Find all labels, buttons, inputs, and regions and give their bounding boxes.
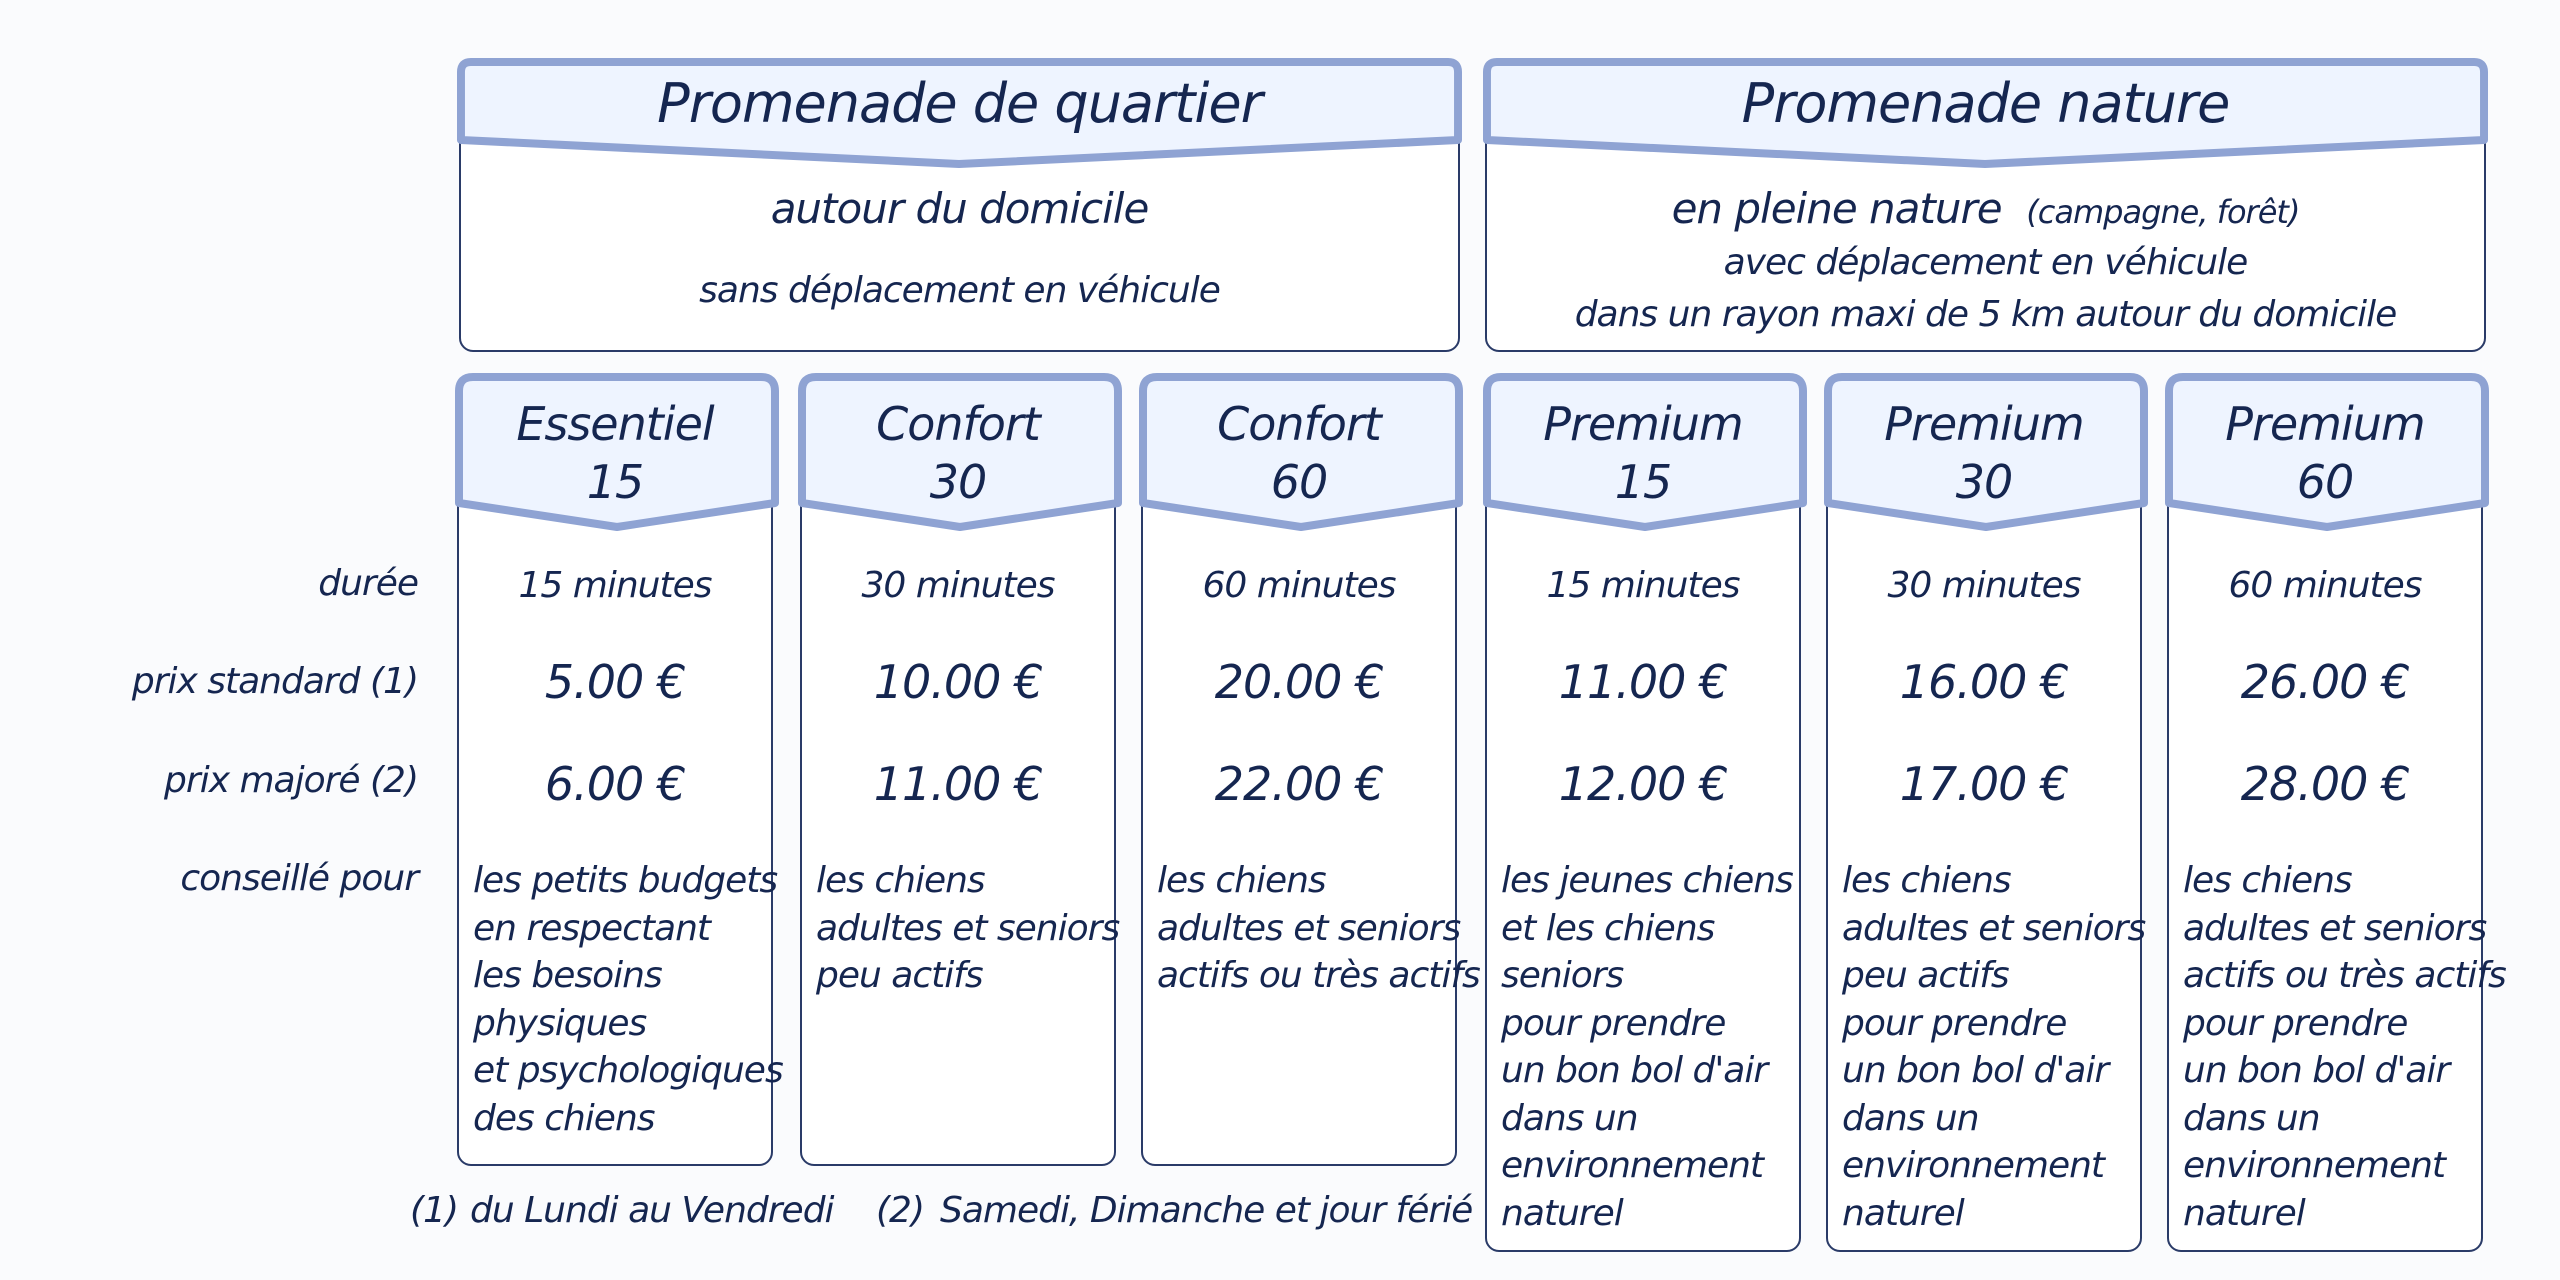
group-title: Promenade de quartier [657,72,1262,135]
plan-card-confort-30 [800,375,1120,1166]
plan-price-standard: 11.00 € [1558,655,1728,709]
group-location-note: (campagne, forêt) [2026,193,2300,231]
plan-name: Premium 15 [1543,397,1743,509]
group-transport: sans déplacement en véhicule [699,270,1220,311]
plan-card-premium-60 [2167,375,2506,1252]
row-label-duration: durée [318,563,418,604]
footnote-1-text: du Lundi au Vendredi [470,1190,834,1231]
plan-recommendation: les chiens adultes et seniors actifs ou très actifs pour prendre un bon bol d'air dans un environnement naturel [2183,860,2506,1234]
plan-name: Essentiel 15 [516,397,714,509]
plan-recommendation: les petits budgets en respectant les besoins physiques et psychologiques des chiens [473,860,783,1139]
plan-duration: 15 minutes [1546,565,1740,606]
group-title: Promenade nature [1741,72,2230,135]
plan-price-major: 28.00 € [2240,757,2410,811]
group-transport: avec déplacement en véhicule [1723,242,2248,283]
plan-duration: 60 minutes [2228,565,2422,606]
group-panel-nature [1485,60,2486,352]
row-label-recommended: conseillé pour [180,858,418,899]
plan-name: Confort 60 [1217,397,1381,509]
plan-price-major: 22.00 € [1214,757,1384,811]
plan-recommendation: les chiens adultes et seniors peu actifs [816,860,1120,996]
group-location: en pleine nature (campagne, forêt) [1671,184,2300,233]
plan-card-premium-30 [1826,375,2146,1252]
plan-duration: 30 minutes [1887,565,2081,606]
plan-price-standard: 5.00 € [544,655,686,709]
plan-price-standard: 26.00 € [2240,655,2410,709]
group-location: autour du domicile [770,184,1149,233]
plan-duration: 60 minutes [1202,565,1396,606]
plan-name: Premium 60 [2225,397,2425,509]
plan-duration: 30 minutes [861,565,1055,606]
group-panel-quartier [459,60,1460,352]
plan-recommendation: les jeunes chiens et les chiens seniors pour prendre un bon bol d'air dans un environnement naturel [1501,860,1793,1234]
footnote-2-text: Samedi, Dimanche et jour férié [940,1190,1473,1231]
footnote-2-marker: (2) [876,1190,924,1231]
row-label-standard-price: prix standard (1) [131,661,418,702]
plan-duration: 15 minutes [518,565,712,606]
footnote-1-marker: (1) [410,1190,458,1231]
plan-price-major: 6.00 € [544,757,686,811]
plan-card-premium-15 [1485,375,1801,1252]
plan-price-standard: 10.00 € [873,655,1043,709]
row-label-major-price: prix majoré (2) [164,760,418,801]
plan-price-standard: 20.00 € [1214,655,1384,709]
plan-card-essentiel-15 [457,375,783,1166]
plan-price-major: 11.00 € [873,757,1043,811]
plan-recommendation: les chiens adultes et seniors actifs ou très actifs [1157,860,1480,996]
plan-name: Confort 30 [876,397,1040,509]
plan-price-major: 17.00 € [1899,757,2069,811]
group-radius: dans un rayon maxi de 5 km autour du domicile [1574,294,2397,335]
plan-recommendation: les chiens adultes et seniors peu actifs pour prendre un bon bol d'air dans un environnement naturel [1842,860,2146,1234]
plan-price-major: 12.00 € [1558,757,1728,811]
plan-name: Premium 30 [1884,397,2084,509]
plan-price-standard: 16.00 € [1899,655,2069,709]
plan-card-confort-60 [1141,375,1480,1166]
